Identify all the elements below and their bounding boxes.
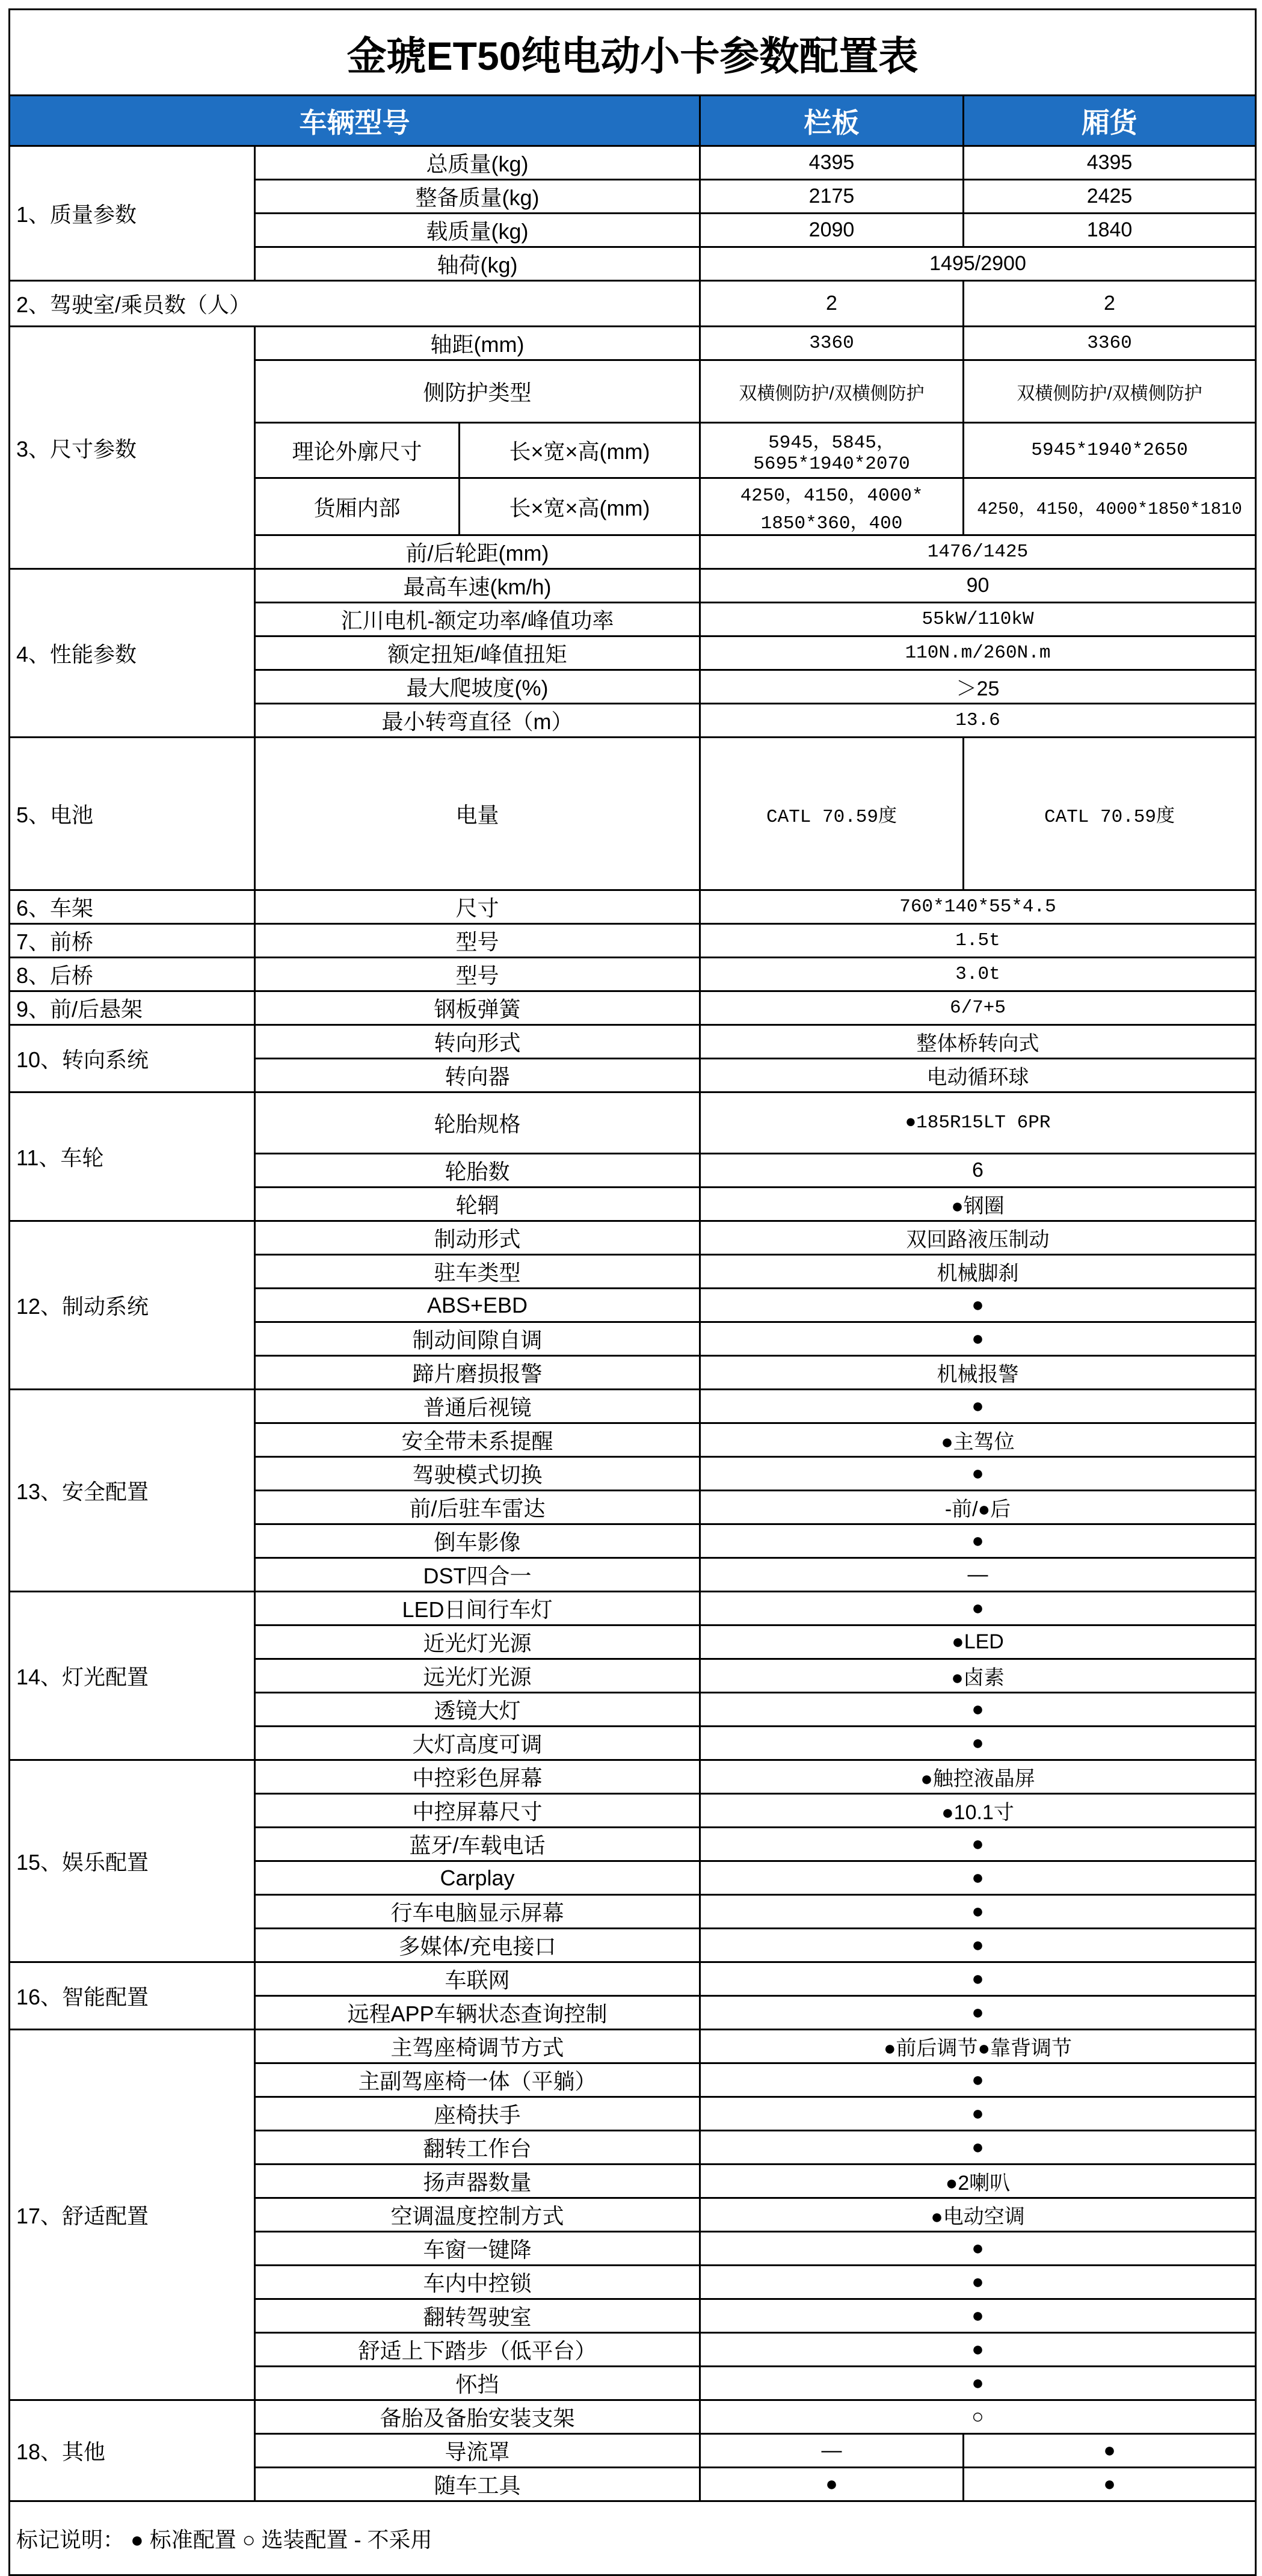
- value-cell: 1495/2900: [700, 247, 1256, 281]
- item-label: 车内中控锁: [255, 2266, 700, 2299]
- item-label: LED日间行车灯: [255, 1592, 700, 1625]
- item-label: 电量: [255, 738, 700, 890]
- value-cell: ●前后调节●靠背调节: [700, 2030, 1256, 2063]
- table-row: [10, 738, 1256, 890]
- spec-table: [8, 8, 1257, 2576]
- table-row: [10, 1025, 1256, 1059]
- value-cell: [700, 478, 964, 535]
- value-cell: ●: [700, 1727, 1256, 1760]
- value-cell: 2: [700, 281, 964, 327]
- item-label: 普通后视镜: [255, 1390, 700, 1423]
- value-cell: ●: [964, 2434, 1256, 2468]
- item-label: 主驾座椅调节方式: [255, 2030, 700, 2063]
- value-cell: 4250，4150，4000*1850*1810: [964, 478, 1256, 535]
- category-label: 6、车架: [10, 890, 255, 924]
- value-cell: 1840: [964, 214, 1256, 247]
- value-cell: ●: [700, 1828, 1256, 1861]
- item-label: 总质量(kg): [255, 146, 700, 180]
- value-cell: 55kW/110kW: [700, 603, 1256, 636]
- value-cell: 双回路液压制动: [700, 1221, 1256, 1255]
- value-cell: ●: [700, 1895, 1256, 1929]
- header-variant-2: 厢货: [964, 96, 1256, 146]
- value-cell: ●: [700, 1390, 1256, 1423]
- table-row: [10, 569, 1256, 603]
- category-label: 12、制动系统: [10, 1221, 255, 1390]
- item-label: 中控屏幕尺寸: [255, 1794, 700, 1828]
- table-row: [10, 1390, 1256, 1423]
- item-label: 透镜大灯: [255, 1693, 700, 1727]
- item-label: 备胎及备胎安装支架: [255, 2400, 700, 2434]
- item-label: 驻车类型: [255, 1255, 700, 1289]
- item-label: 驾驶模式切换: [255, 1457, 700, 1491]
- value-cell: 5945*1940*2650: [964, 423, 1256, 478]
- value-cell: 13.6: [700, 704, 1256, 738]
- value-cell: 3360: [700, 327, 964, 360]
- value-cell: 整体桥转向式: [700, 1025, 1256, 1059]
- header-model: 车辆型号: [10, 96, 700, 146]
- item-label: 货厢内部: [255, 478, 460, 535]
- value-cell: ●: [700, 1929, 1256, 1962]
- item-label: 座椅扶手: [255, 2097, 700, 2131]
- item-label: 制动间隙自调: [255, 1322, 700, 1356]
- category-label: 2、驾驶室/乘员数（人）: [10, 281, 700, 327]
- category-label: 5、电池: [10, 738, 255, 890]
- table-row: [10, 2400, 1256, 2434]
- item-label: 蓝牙/车载电话: [255, 1828, 700, 1861]
- item-label: 前/后驻车雷达: [255, 1491, 700, 1524]
- value-cell: ●185R15LT 6PR: [700, 1092, 1256, 1154]
- table-row: [10, 281, 1256, 327]
- item-label: 尺寸: [255, 890, 700, 924]
- item-label: 型号: [255, 924, 700, 958]
- item-label: 额定扭矩/峰值扭矩: [255, 636, 700, 670]
- value-cell: 机械报警: [700, 1356, 1256, 1390]
- item-label: 型号: [255, 958, 700, 991]
- footer-row: [10, 2501, 1256, 2575]
- value-cell: ●: [700, 2232, 1256, 2266]
- item-label: 前/后轮距(mm): [255, 535, 700, 569]
- table-row: [10, 991, 1256, 1025]
- value-cell: ●: [700, 1289, 1256, 1322]
- value-cell: ●: [700, 1996, 1256, 2030]
- value-cell: 90: [700, 569, 1256, 603]
- table-row: [10, 1592, 1256, 1625]
- value-cell: 6: [700, 1154, 1256, 1188]
- item-label: 中控彩色屏幕: [255, 1760, 700, 1794]
- value-cell: -前/●后: [700, 1491, 1256, 1524]
- value-cell: ●: [700, 2266, 1256, 2299]
- item-label: 最大爬坡度(%): [255, 670, 700, 704]
- item-label: 倒车影像: [255, 1524, 700, 1558]
- table-row: [10, 958, 1256, 991]
- item-label: 主副驾座椅一体（平躺）: [255, 2063, 700, 2097]
- value-cell: 4395: [700, 146, 964, 180]
- value-cell: ●: [700, 1861, 1256, 1895]
- value-line: 5695*1940*2070: [753, 454, 910, 475]
- table-row: [10, 1221, 1256, 1255]
- item-label: 蹄片磨损报警: [255, 1356, 700, 1390]
- item-label: 远光灯光源: [255, 1659, 700, 1693]
- table-row: [10, 1962, 1256, 1996]
- value-cell: ●: [700, 1592, 1256, 1625]
- item-label: 轮胎数: [255, 1154, 700, 1188]
- value-cell: 2425: [964, 180, 1256, 214]
- category-label: 18、其他: [10, 2400, 255, 2501]
- item-label: 最小转弯直径（m）: [255, 704, 700, 738]
- value-line: 5945，5845，: [768, 433, 895, 454]
- category-label: 1、质量参数: [10, 146, 255, 281]
- category-label: 15、娱乐配置: [10, 1760, 255, 1962]
- item-label: 侧防护类型: [255, 360, 700, 423]
- item-label: 导流罩: [255, 2434, 700, 2468]
- value-cell: ●电动空调: [700, 2198, 1256, 2232]
- item-label: 随车工具: [255, 2468, 700, 2501]
- value-cell: ●: [700, 2468, 964, 2501]
- category-label: 9、前/后悬架: [10, 991, 255, 1025]
- category-label: 8、后桥: [10, 958, 255, 991]
- item-label: 轮辋: [255, 1188, 700, 1221]
- value-cell: 双横侧防护/双横侧防护: [964, 360, 1256, 423]
- item-label: 大灯高度可调: [255, 1727, 700, 1760]
- value-cell: ●卤素: [700, 1659, 1256, 1693]
- value-cell: 3360: [964, 327, 1256, 360]
- item-label: 扬声器数量: [255, 2165, 700, 2198]
- value-cell: 2175: [700, 180, 964, 214]
- value-cell: ●: [700, 1524, 1256, 1558]
- item-label: 翻转工作台: [255, 2131, 700, 2165]
- item-label: 轴距(mm): [255, 327, 700, 360]
- item-label: 汇川电机-额定功率/峰值功率: [255, 603, 700, 636]
- category-label: 4、性能参数: [10, 569, 255, 738]
- value-cell: —: [700, 1558, 1256, 1592]
- value-cell: ●触控液晶屏: [700, 1760, 1256, 1794]
- item-label: 行车电脑显示屏幕: [255, 1895, 700, 1929]
- value-cell: 双横侧防护/双横侧防护: [700, 360, 964, 423]
- value-cell: ●LED: [700, 1625, 1256, 1659]
- value-cell: ●主驾位: [700, 1423, 1256, 1457]
- table-row: [10, 146, 1256, 180]
- category-label: 16、智能配置: [10, 1962, 255, 2030]
- item-label: 轴荷(kg): [255, 247, 700, 281]
- value-cell: 3.0t: [700, 958, 1256, 991]
- value-cell: ●: [700, 2333, 1256, 2367]
- item-label: 最高车速(km/h): [255, 569, 700, 603]
- item-label: 空调温度控制方式: [255, 2198, 700, 2232]
- value-cell: 6/7+5: [700, 991, 1256, 1025]
- table-row: [10, 1760, 1256, 1794]
- value-cell: —: [700, 2434, 964, 2468]
- value-cell: ○: [700, 2400, 1256, 2434]
- value-cell: 760*140*55*4.5: [700, 890, 1256, 924]
- value-line: 4250，4150，4000*: [740, 485, 923, 507]
- value-cell: CATL 70.59度: [964, 738, 1256, 890]
- value-cell: 1476/1425: [700, 535, 1256, 569]
- item-label: 车联网: [255, 1962, 700, 1996]
- item-label: 载质量(kg): [255, 214, 700, 247]
- item-label: 翻转驾驶室: [255, 2299, 700, 2333]
- item-label: 舒适上下踏步（低平台）: [255, 2333, 700, 2367]
- value-cell: ●钢圈: [700, 1188, 1256, 1221]
- item-label: 远程APP车辆状态查询控制: [255, 1996, 700, 2030]
- item-label: 多媒体/充电接口: [255, 1929, 700, 1962]
- category-label: 7、前桥: [10, 924, 255, 958]
- item-sublabel: 长×宽×高(mm): [460, 478, 700, 535]
- value-cell: [700, 423, 964, 478]
- category-label: 14、灯光配置: [10, 1592, 255, 1760]
- item-label: 制动形式: [255, 1221, 700, 1255]
- value-cell: 1.5t: [700, 924, 1256, 958]
- item-label: 转向器: [255, 1059, 700, 1092]
- item-label: ABS+EBD: [255, 1289, 700, 1322]
- value-cell: ●: [700, 1322, 1256, 1356]
- value-cell: 2: [964, 281, 1256, 327]
- item-label: DST四合一: [255, 1558, 700, 1592]
- value-cell: ●: [700, 2367, 1256, 2400]
- category-label: 17、舒适配置: [10, 2030, 255, 2400]
- item-label: 近光灯光源: [255, 1625, 700, 1659]
- value-cell: 2090: [700, 214, 964, 247]
- category-label: 10、转向系统: [10, 1025, 255, 1092]
- item-label: 理论外廓尺寸: [255, 423, 460, 478]
- value-cell: ●: [700, 2063, 1256, 2097]
- category-label: 3、尺寸参数: [10, 327, 255, 569]
- category-label: 13、安全配置: [10, 1390, 255, 1592]
- value-cell: ●: [700, 2097, 1256, 2131]
- item-label: 车窗一键降: [255, 2232, 700, 2266]
- item-label: 钢板弹簧: [255, 991, 700, 1025]
- table-row: [10, 2030, 1256, 2063]
- table-row: [10, 327, 1256, 360]
- value-cell: ●2喇叭: [700, 2165, 1256, 2198]
- item-label: 整备质量(kg): [255, 180, 700, 214]
- value-cell: ●: [700, 2299, 1256, 2333]
- value-cell: 电动循环球: [700, 1059, 1256, 1092]
- category-label: 11、车轮: [10, 1092, 255, 1221]
- value-cell: ●: [964, 2468, 1256, 2501]
- item-label: 轮胎规格: [255, 1092, 700, 1154]
- table-row: [10, 1092, 1256, 1154]
- value-cell: ●: [700, 1962, 1256, 1996]
- item-label: Carplay: [255, 1861, 700, 1895]
- item-label: 转向形式: [255, 1025, 700, 1059]
- title-row: [10, 10, 1256, 96]
- item-label: 怀挡: [255, 2367, 700, 2400]
- value-cell: ●10.1寸: [700, 1794, 1256, 1828]
- table-row: [10, 924, 1256, 958]
- item-sublabel: 长×宽×高(mm): [460, 423, 700, 478]
- header-row: [10, 96, 1256, 146]
- value-cell: ●: [700, 1693, 1256, 1727]
- legend-note: 标记说明： ● 标准配置 ○ 选装配置 - 不采用: [10, 2501, 1256, 2575]
- table-row: [10, 890, 1256, 924]
- value-line: 1850*360，400: [760, 513, 903, 534]
- page-title: 金琥ET50纯电动小卡参数配置表: [10, 10, 1256, 96]
- item-label: 安全带未系提醒: [255, 1423, 700, 1457]
- value-cell: ●: [700, 1457, 1256, 1491]
- value-cell: ●: [700, 2131, 1256, 2165]
- value-cell: 4395: [964, 146, 1256, 180]
- value-cell: 机械脚刹: [700, 1255, 1256, 1289]
- header-variant-1: 栏板: [700, 96, 964, 146]
- value-cell: 110N.m/260N.m: [700, 636, 1256, 670]
- value-cell: CATL 70.59度: [700, 738, 964, 890]
- value-cell: ＞25: [700, 670, 1256, 704]
